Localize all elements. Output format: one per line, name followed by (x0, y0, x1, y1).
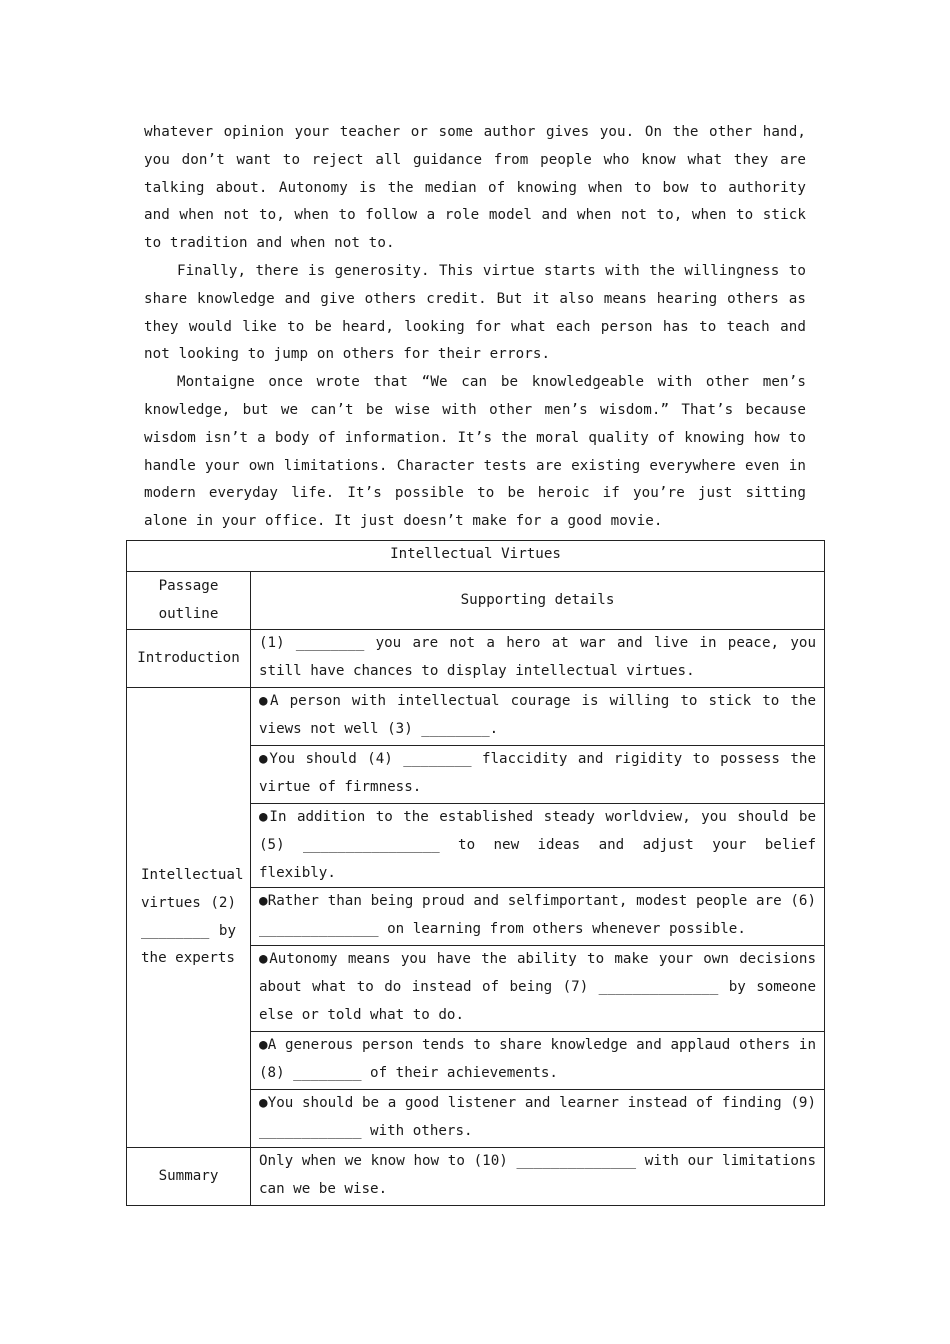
table-title-row (127, 541, 825, 572)
intro-label: Introduction (127, 630, 251, 688)
paragraph-montaigne: Montaigne once wrote that “We can be knowledgeable with other men’s knowledge, but we can’t be wise with other men’s wisdom.” That’s because wisdom isn’t a body of information. It’s the moral quality of knowing how to handle your own limitations. Character tests are existing everywhere even in modern everyday life. It’s possible to be heroic if you’re just sitting alone in your office. It just doesn’t make for a good movie. (144, 374, 806, 530)
detail-autonomy: ●Autonomy means you have the ability to make your own decisions about what to do instead of being (7) ______________ by someone else or told what to do. (251, 946, 825, 1032)
summary-row (127, 1148, 825, 1206)
intro-row (127, 630, 825, 688)
header-passage-outline: Passage outline (127, 572, 251, 630)
intro-text: (1) ________ you are not a hero at war and live in peace, you still have chances to display intellectual virtues. (251, 630, 825, 688)
detail-firmness: ●You should (4) ________ flaccidity and rigidity to possess the virtue of firmness. (251, 746, 825, 804)
detail-humility: ●Rather than being proud and selfimportant, modest people are (6) ______________ on learning from others whenever possible. (251, 888, 825, 946)
detail-open-mindedness: ●In addition to the established steady worldview, you should be (5) ________________ to new ideas and adjust your belief flexibly. (251, 804, 825, 888)
table-header-row (127, 572, 825, 630)
detail-listening: ●You should be a good listener and learner instead of finding (9) ____________ with others. (251, 1090, 825, 1148)
passage (144, 119, 806, 536)
virtues-label: Intellectual virtues (2) ________ by the experts (127, 688, 251, 1148)
table-row (127, 688, 825, 746)
detail-generosity: ●A generous person tends to share knowledge and applaud others in (8) ________ of their achievements. (251, 1032, 825, 1090)
header-supporting-details: Supporting details (251, 572, 825, 630)
paragraph-autonomy-end: whatever opinion your teacher or some author gives you. On the other hand, you don’t want to reject all guidance from people who know what they are talking about. Autonomy is the median of knowing when to bow to authority and when not to, when to follow a role model and when not to, when to stick to tradition and when not to. (144, 124, 806, 252)
outline-table (126, 540, 825, 1206)
detail-courage: ●A person with intellectual courage is willing to stick to the views not well (3) ________. (251, 688, 825, 746)
summary-label: Summary (127, 1148, 251, 1206)
paragraph-generosity: Finally, there is generosity. This virtue starts with the willingness to share knowledge and give others credit. But it also means hearing others as they would like to be heard, looking for what each person has to teach and not looking to jump on others for their errors. (144, 262, 806, 363)
table-title: Intellectual Virtues (127, 541, 825, 572)
summary-text: Only when we know how to (10) ______________ with our limitations can we be wise. (251, 1148, 825, 1206)
